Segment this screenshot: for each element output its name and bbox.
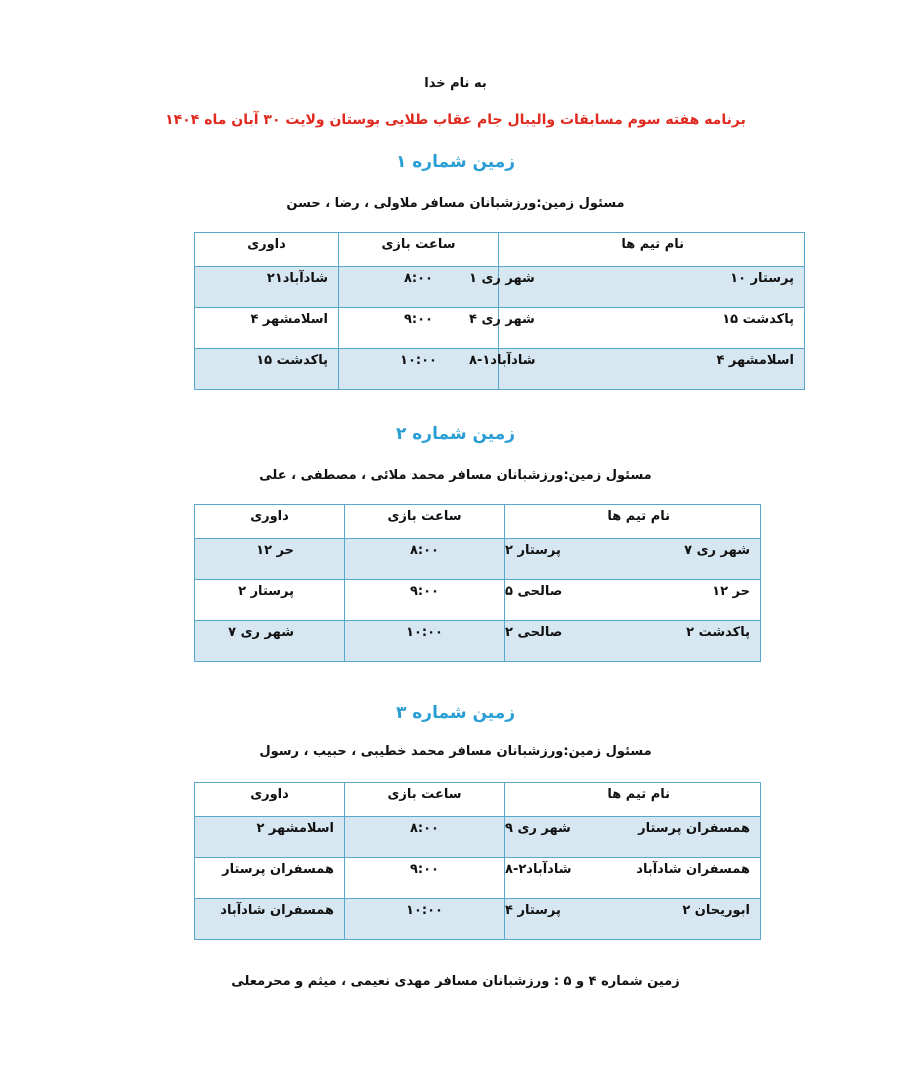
match-referee: همسفران شادآباد xyxy=(195,899,345,940)
footer-note: زمین شماره ۴ و ۵ : ورزشبانان مسافر مهدی نعیمی ، میثم و محرمعلی xyxy=(231,974,680,989)
team-2: پرستار ۲ xyxy=(505,543,561,558)
team-1: همسفران شادآباد xyxy=(636,862,750,877)
match-referee: اسلامشهر ۲ xyxy=(195,817,345,858)
header-referee: داوری xyxy=(195,505,345,539)
table-row xyxy=(195,308,805,349)
table-header-row xyxy=(195,783,761,817)
match-teams xyxy=(505,817,761,858)
match-time: ۸:۰۰ xyxy=(345,539,505,580)
field-1-schedule-table xyxy=(194,232,805,390)
match-teams xyxy=(469,267,805,308)
table-row xyxy=(195,817,761,858)
match-referee: شادآباد۲۱ xyxy=(195,267,339,308)
table-row xyxy=(195,621,761,662)
header-time: ساعت بازی xyxy=(339,233,499,267)
header-time: ساعت بازی xyxy=(345,505,505,539)
header-referee: داوری xyxy=(195,233,339,267)
table-row xyxy=(195,899,761,940)
field-1-manager: مسئول زمین:ورزشبانان مسافر ملاولی ، رضا ، حسن xyxy=(286,196,625,211)
bismillah-heading: به نام خدا xyxy=(424,76,487,91)
team-2: شهر ری ۱ xyxy=(469,271,535,286)
match-referee: همسفران پرستار xyxy=(195,858,345,899)
match-teams xyxy=(505,539,761,580)
table-row xyxy=(195,539,761,580)
team-2: شادآباد۲-۸ xyxy=(505,862,572,877)
field-3-title: زمین شماره ۳ xyxy=(395,703,516,723)
match-teams xyxy=(505,858,761,899)
field-2-schedule-table xyxy=(194,504,761,662)
team-2: پرستار ۴ xyxy=(505,903,561,918)
table-row xyxy=(195,858,761,899)
header-referee: داوری xyxy=(195,783,345,817)
table-row xyxy=(195,267,805,308)
header-time: ساعت بازی xyxy=(345,783,505,817)
match-time: ۹:۰۰ xyxy=(345,580,505,621)
match-referee: پاکدشت ۱۵ xyxy=(195,349,339,390)
header-teams: نام تیم ها xyxy=(505,783,761,817)
team-2: شادآباد۱-۸ xyxy=(469,353,536,368)
header-teams: نام تیم ها xyxy=(505,505,761,539)
match-teams xyxy=(469,308,805,349)
match-referee: اسلامشهر ۴ xyxy=(195,308,339,349)
team-1: اسلامشهر ۴ xyxy=(716,353,794,368)
match-time: ۱۰:۰۰ xyxy=(345,621,505,662)
match-referee: پرستار ۲ xyxy=(195,580,345,621)
team-2: صالحی ۲ xyxy=(505,625,563,640)
match-time: ۱۰:۰۰ xyxy=(345,899,505,940)
match-time: ۸:۰۰ xyxy=(339,267,499,308)
field-2-title: زمین شماره ۲ xyxy=(395,424,516,444)
match-time: ۱۰:۰۰ xyxy=(339,349,499,390)
team-2: شهر ری ۴ xyxy=(469,312,535,327)
team-1: شهر ری ۷ xyxy=(684,543,750,558)
team-1: پاکدشت ۱۵ xyxy=(722,312,794,327)
table-header-row xyxy=(195,233,805,267)
match-teams xyxy=(469,349,805,390)
match-teams xyxy=(505,580,761,621)
table-row xyxy=(195,580,761,621)
table-header-row xyxy=(195,505,761,539)
team-1: حر ۱۲ xyxy=(712,584,750,599)
match-time: ۹:۰۰ xyxy=(345,858,505,899)
team-2: شهر ری ۹ xyxy=(505,821,571,836)
field-1-title: زمین شماره ۱ xyxy=(395,152,516,172)
field-2-manager: مسئول زمین:ورزشبانان مسافر محمد ملائی ، مصطفی ، علی xyxy=(259,468,652,483)
match-referee: شهر ری ۷ xyxy=(195,621,345,662)
field-3-schedule-table xyxy=(194,782,761,940)
field-3-manager: مسئول زمین:ورزشبانان مسافر محمد خطیبی ، حبیب ، رسول xyxy=(259,744,652,759)
header-teams: نام تیم ها xyxy=(499,233,805,267)
page-title: برنامه هفته سوم مسابقات والیبال جام عقاب طلایی بوستان ولایت ۳۰ آبان ماه ۱۴۰۴ xyxy=(165,112,746,128)
team-1: ابوریحان ۲ xyxy=(682,903,750,918)
match-referee: حر ۱۲ xyxy=(195,539,345,580)
team-1: پرستار ۱۰ xyxy=(730,271,794,286)
team-1: پاکدشت ۲ xyxy=(686,625,750,640)
match-time: ۸:۰۰ xyxy=(345,817,505,858)
table-row xyxy=(195,349,805,390)
match-teams xyxy=(505,899,761,940)
team-2: صالحی ۵ xyxy=(505,584,563,599)
match-teams xyxy=(505,621,761,662)
match-time: ۹:۰۰ xyxy=(339,308,499,349)
team-1: همسفران پرستار xyxy=(638,821,750,836)
